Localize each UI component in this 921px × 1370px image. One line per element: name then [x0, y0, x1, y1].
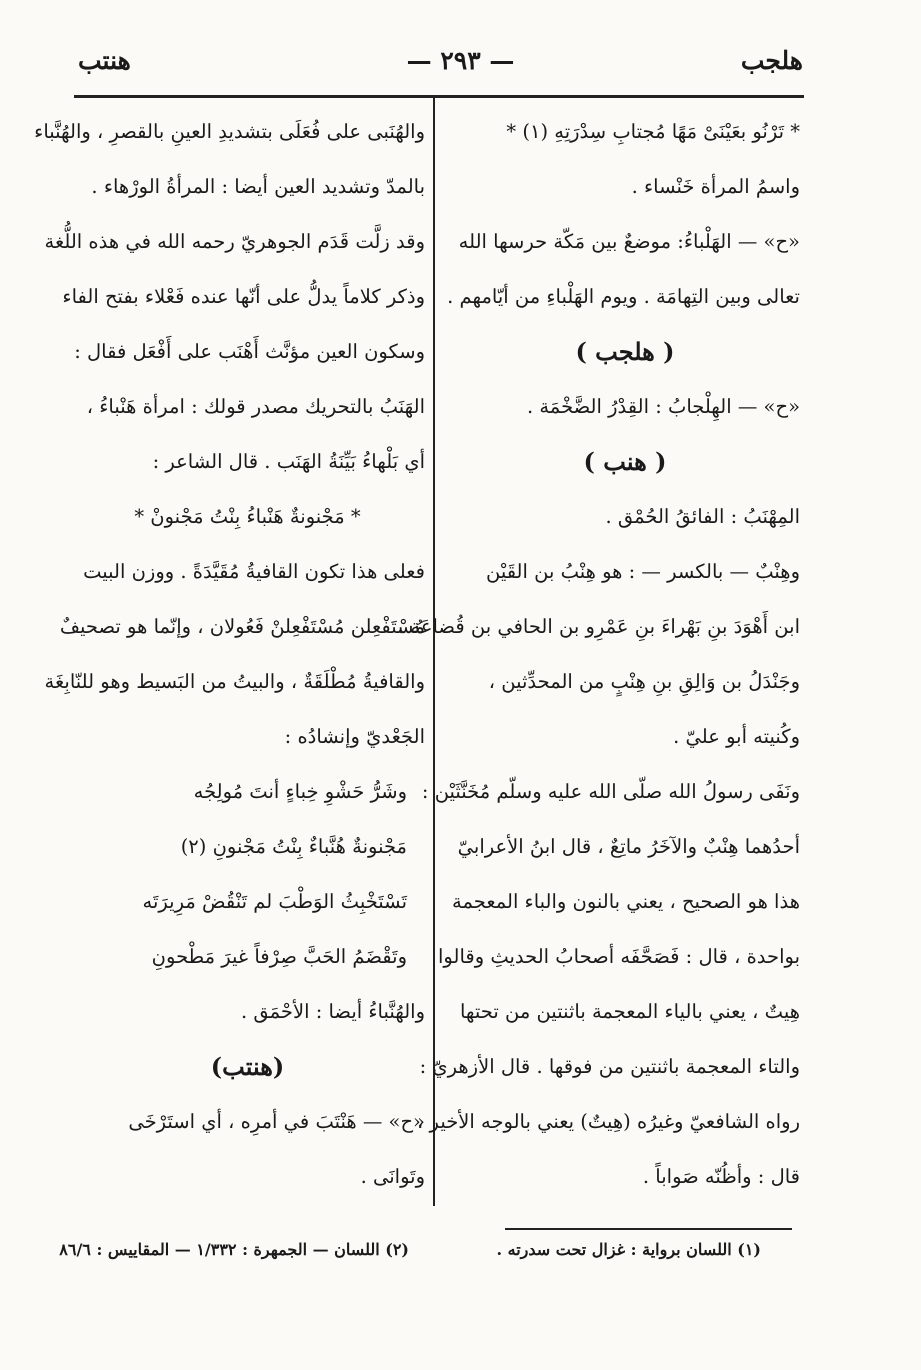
- running-head-left: هنتب: [78, 46, 131, 75]
- text-line: «ح» — الهِلْجابُ : القِدْرُ الضَّخْمَة .: [526, 395, 800, 418]
- text-line: «ح» — هَنْتَبَ في أمرِه ، أي استَرْخَى: [128, 1110, 425, 1133]
- text-line: وقد زلَّت قَدَم الجوهريّ رحمه الله في هذه اللُّغة: [44, 230, 425, 253]
- text-line: ابن أَهْوَدَ بنِ بَهْراءَ بنِ عَمْرِو بن الحافي بن قُضاعَة .: [398, 615, 800, 638]
- text-line: ونَفَى رسولُ الله صلّى الله عليه وسلّم مُخَنَّثَيْن :: [421, 780, 800, 803]
- header-rule: [74, 95, 804, 98]
- text-line: المِهْنَبُ : الفائقُ الحُمْق .: [605, 505, 800, 528]
- verse-line: مَجْنونةٌ هُنَّباءٌ بِنْتُ مَجْنونِ (٢): [180, 835, 407, 858]
- text-line: وجَنْدَلُ بن وَالِقِ بنِ هِنْبٍ من المحدِّثين ،: [488, 670, 800, 693]
- text-line: وهِنْبٌ — بالكسر — : هو هِنْبُ بن القَيْن: [485, 560, 800, 583]
- left-column: [34, 104, 425, 1204]
- text-line: والقافيةُ مُطْلَقَةٌ ، والبيتُ من البَسيط وهو للنّابِغَة: [44, 670, 425, 693]
- entry-heading: ( هلجب ): [575, 337, 675, 366]
- footnote-2: (٢) اللسان — الجمهرة : ١/٣٣٢ — المقاييس : ٨٦/٦: [59, 1240, 409, 1259]
- entry-heading: ( هنب ): [583, 447, 667, 476]
- text-line: * تَرْنُو بعَيْنَىْ مَهًا مُجتابِ سِدْرَتِهِ (١) *: [506, 120, 800, 143]
- verse-line: وتَقْضَمُ الحَبَّ صِرْفاً غيرَ مَطْحونِ: [151, 945, 407, 968]
- page-number: — ٢٩٣ —: [406, 46, 515, 75]
- text-line: وتَوانَى .: [360, 1165, 425, 1188]
- right-column: [398, 104, 800, 1204]
- verse-line: وشَرُّ حَشْوِ خِباءٍ أنتَ مُولِجُه: [193, 780, 407, 803]
- verse-line: * مَجْنونةٌ هَنْباءُ بِنْتُ مَجْنونْ *: [134, 505, 361, 528]
- text-line: بالمدّ وتشديد العين أيضا : المرأةُ الورْهاء .: [91, 175, 425, 198]
- text-line: أي بَلْهاءُ بَيِّنَةُ الهَنَب . قال الشاعر :: [152, 450, 425, 473]
- text-line: والهُنَّباءُ أيضا : الأحْمَق .: [240, 1000, 425, 1023]
- text-line: رواه الشافعيّ وغيرُه (هِيتٌ) يعني بالوجه الأخير ،: [417, 1110, 800, 1133]
- footnote-1: (١) اللسان برواية : غزال تحت سدرته .: [496, 1240, 761, 1259]
- text-line: وذكر كلاماً يدلُّ على أنّها عنده فَعْلاء بفتح الفاء: [62, 285, 425, 308]
- text-line: تعالى وبين التِهامَة . ويوم الهَلْباءِ من أيّامهم .: [447, 285, 800, 308]
- text-line: قال : وأظُنّه صَواباً .: [642, 1165, 800, 1188]
- text-line: هِيتٌ ، يعني بالياء المعجمة باثنتين من تحتها: [459, 1000, 800, 1023]
- text-line: فعلى هذا تكون القافيةُ مُقَيَّدَةً . ووزن البيت: [83, 560, 425, 583]
- text-line: بواحدة ، قال : فَصَحَّفَه أصحابُ الحديثِ وقالوا: [438, 945, 800, 968]
- entry-heading: (هنتب): [210, 1052, 285, 1081]
- text-line: واسمُ المرأة خَنْساء .: [631, 175, 800, 198]
- text-line: والتاء المعجمة باثنتين من فوقها . قال الأزهريّ :: [419, 1055, 800, 1078]
- footnote-rule: [505, 1228, 792, 1230]
- text-line: والهُنَبى على فُعَلَى بتشديدِ العينِ بالقصرِ ، والهُنَّباء: [34, 120, 425, 143]
- running-head-right: هلجب: [740, 46, 803, 75]
- text-line: الجَعْديّ وإنشادُه :: [284, 725, 425, 748]
- text-line: «ح» — الهَلْباءُ: موضعٌ بين مَكّة حرسها الله: [458, 230, 800, 253]
- text-line: الهَنَبُ بالتحريك مصدر قولك : امرأة هَنْباءُ ،: [86, 395, 425, 418]
- text-line: وسكون العين مؤنَّث أَهْنَب على أَفْعَل فقال :: [74, 340, 425, 363]
- text-line: وكُنيته أبو عليّ .: [673, 725, 800, 748]
- verse-line: تَسْتَخْبِثُ الوَطْبَ لم تَنْقُضْ مَرِيرَتَه: [142, 890, 407, 913]
- text-line: أحدُهما هِنْبٌ والآخَرُ ماتِعٌ ، قال ابنُ الأعرابيّ: [457, 835, 800, 858]
- text-line: هذا هو الصحيح ، يعني بالنون والباء المعجمة: [452, 890, 800, 913]
- text-line: مُسْتَفْعِلن مُسْتَفْعِلنْ فَعُولان ، وإنّما هو تصحيفٌ: [59, 615, 425, 638]
